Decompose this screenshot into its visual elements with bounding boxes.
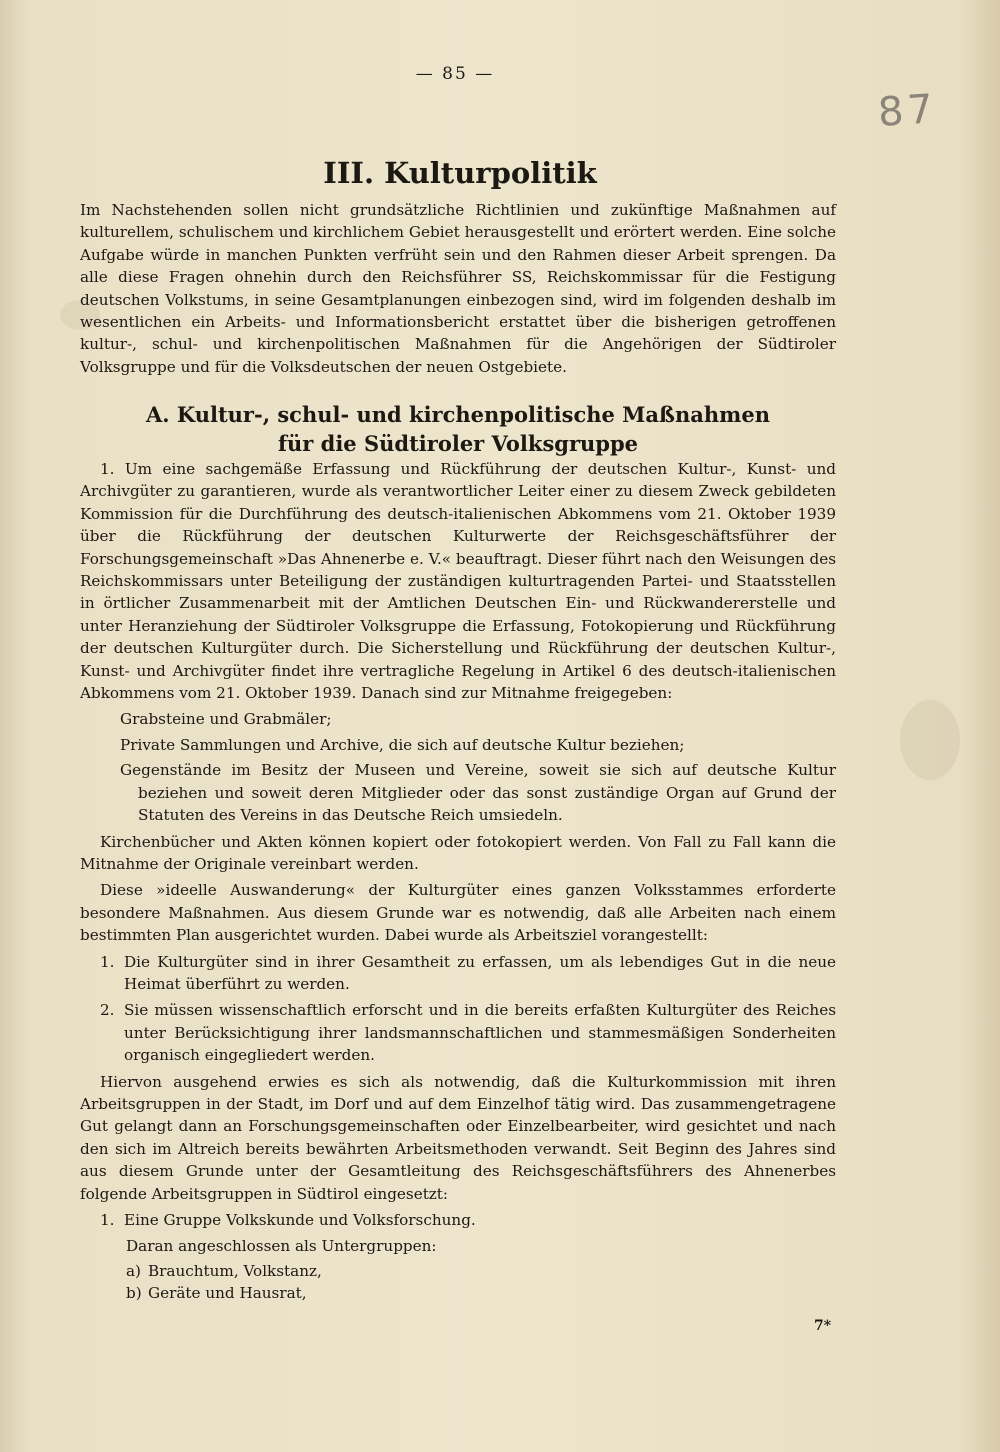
paragraph: Diese »ideelle Auswanderung« der Kulturgüter eines ganzen Volksstammes erforderte besondere Maßnahmen. Aus diesem Grunde war es notwendig, daß alle Arbeiten nach einem bestimmten Plan ausgerichtet wurden. Dabei wurde als Arbeitsziel vorangestellt: [80, 881, 836, 945]
paragraph: Hiervon ausgehend erwies es sich als notwendig, daß die Kulturkommission mit ihren Arbeitsgruppen in der Stadt, im Dorf und auf dem Einzelhof tätig wird. Das zusammengetragene Gut gelangt dann an Forschungsgemeinschaften oder Einzelbearbeiter, wird gesichtet und nach den sich im Altreich bereits bewährten Arbeitsmethoden verwandt. Seit Beginn des Jahres sind aus diesem Grunde unter der Gesamtleitung des Reichsgeschäftsführers des Ahnenerbes folgende Arbeitsgruppen in Südtirol eingesetzt: [80, 1072, 836, 1203]
section-heading [80, 400, 836, 458]
intro-paragraph: Im Nachstehenden sollen nicht grundsätzliche Richtlinien und zukünftige Maßnahmen auf kulturellem, schulischem und kirchlichem Gebiet herausgestellt und erörtert werden. Eine solche Aufgabe würde in manchen Punkten verfrüht sein und den Rahmen dieser Arbeit sprengen. Da alle diese Fragen ohnehin durch den Reichsführer SS, Reichskommissar für die Festigung deutschen Volkstums, in seine Gesamtplanungen einbezogen sind, wird im folgenden deshalb im wesentlichen ein Arbeits- und Informationsbericht erstattet über die bisherigen getroffenen kultur-, schul- und kirchenpolitischen Maßnahmen für die Angehörigen der Südtiroler Volksgruppe und für die Volksdeutschen der neuen Ostgebiete. [80, 201, 836, 376]
subgroups-list [126, 1260, 836, 1305]
goals-list [100, 951, 836, 1067]
paper-stain [900, 700, 960, 780]
list-label: b) [126, 1284, 142, 1303]
chapter-title: III. Kulturpolitik [323, 156, 597, 190]
released-items-list [120, 708, 836, 826]
page-number: — 85 — [415, 64, 495, 84]
groups-list [100, 1209, 836, 1231]
list-item [126, 1260, 836, 1282]
paragraph: Kirchenbücher und Akten können kopiert oder fotokopiert werden. Von Fall zu Fall kann die Mitnahme der Originale vereinbart werden. [80, 832, 836, 873]
list-number: 1. [100, 952, 115, 971]
list-item [126, 1282, 836, 1304]
list-item: Private Sammlungen und Archive, die sich auf deutsche Kultur beziehen; [120, 735, 685, 754]
list-number: 1. [100, 1211, 115, 1229]
subgroups-intro: Daran angeschlossen als Untergruppen: [126, 1237, 437, 1256]
list-item [100, 999, 836, 1066]
section-body [80, 458, 836, 1305]
list-text: Eine Gruppe Volkskunde und Volksforschung. [124, 1211, 476, 1229]
signature-mark: 7* [814, 1318, 832, 1334]
list-text: Die Kulturgüter sind in ihrer Gesamtheit zu erfassen, um als lebendiges Gut in die neue Heimat überführt zu werden. [124, 952, 836, 993]
intro-block [80, 199, 836, 378]
list-item [100, 951, 836, 996]
list-text: Sie müssen wissenschaftlich erforscht und in die bereits erfaßten Kulturgüter des Reiches unter Berücksichtigung ihrer landsmannschaftlichen und stammesmäßigen Sonderheiten organisch eingegliedert werden. [124, 1001, 836, 1065]
section-heading-line2: für die Südtiroler Volksgruppe [277, 431, 639, 456]
list-number: 2. [100, 1001, 115, 1020]
list-text: Brauchtum, Volkstanz, [148, 1261, 322, 1280]
list-text: Geräte und Hausrat, [148, 1284, 307, 1303]
list-item: Gegenstände im Besitz der Museen und Vereine, soweit sie sich auf deutsche Kultur beziehen und soweit deren Mitglieder oder das sonst zuständige Organ auf Grund der Statuten des Vereins in das Deutsche Reich umsiedeln. [120, 761, 836, 825]
list-item [100, 1209, 836, 1231]
list-label: a) [126, 1261, 141, 1280]
handwritten-folio-number: 87 [876, 86, 939, 136]
list-item: Grabsteine und Grabmäler; [120, 710, 332, 729]
paragraph: 1. Um eine sachgemäße Erfassung und Rückführung der deutschen Kultur-, Kunst- und Archivgüter zu garantieren, wurde als verantwortlicher Leiter einer zu diesem Zweck gebildeten Kommission für die Durchführung des deutsch-italienischen Abkommens vom 21. Oktober 1939 über die Rückführung der deutschen Kulturwerte der Reichsgeschäftsführer der Forschungsgemeinschaft »Das Ahnenerbe e. V.« beauftragt. Dieser führt nach den Weisungen des Reichskommissars unter Beteiligung der zuständigen kulturtragenden Partei- und Staatsstellen in örtlicher Zusammenarbeit mit der Amtlichen Deutschen Ein- und Rückwandererstelle und unter Heranziehung der Südtiroler Volksgruppe die Erfassung, Fotokopierung und Rückführung der deutschen Kulturgüter durch. Die Sicherstellung und Rückführung der deutschen Kultur-, Kunst- und Archivgüter findet ihre vertragliche Regelung in Artikel 6 des deutsch-italienischen Abkommens vom 21. Oktober 1939. Danach sind zur Mitnahme freigegeben: [80, 460, 836, 703]
section-heading-line1: A. Kultur-, schul- und kirchenpolitische Maßnahmen [146, 402, 770, 427]
